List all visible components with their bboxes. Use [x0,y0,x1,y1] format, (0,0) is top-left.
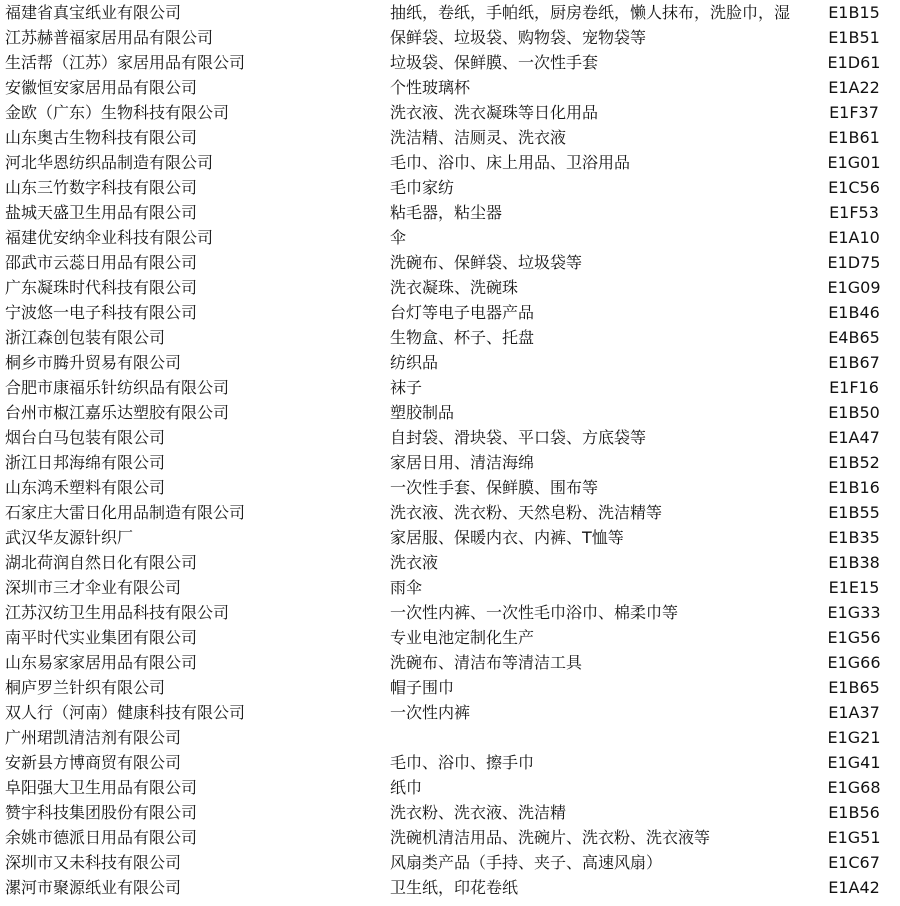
booth-number-cell: E1A37 [828,703,880,722]
company-name-cell: 深圳市又未科技有限公司 [5,853,182,872]
table-row [0,200,900,225]
products-cell: 纸巾 [390,778,423,797]
table-row [0,750,900,775]
company-name-cell: 山东易家家居用品有限公司 [5,653,198,672]
company-name-cell: 石家庄大雷日化用品制造有限公司 [5,503,246,522]
company-name-cell: 湖北荷润自然日化有限公司 [5,553,198,572]
table-row [0,375,900,400]
table-row [0,875,900,900]
booth-number-cell: E1C67 [828,853,880,872]
products-cell [390,725,813,750]
company-name-cell: 合肥市康福乐针纺织品有限公司 [5,378,230,397]
table-row [0,650,900,675]
company-name-cell: 邵武市云蕊日用品有限公司 [5,253,198,272]
table-row [0,350,900,375]
products-cell: 一次性手套、保鲜膜、围布等 [390,478,599,497]
booth-number-cell: E1B61 [828,128,880,147]
booth-number-cell: E1G41 [827,753,881,772]
company-name-cell: 台州市椒江嘉乐达塑胶有限公司 [5,403,230,422]
products-cell: 洗衣凝珠、洗碗珠 [390,278,519,297]
table-row [0,700,900,725]
booth-number-cell: E1G66 [827,653,881,672]
table-row [0,600,900,625]
booth-number-cell: E1E15 [828,578,880,597]
company-name-cell: 广州珺凯清洁剂有限公司 [5,728,182,747]
products-cell: 洗衣液、洗衣粉、天然皂粉、洗洁精等 [390,503,663,522]
table-row [0,825,900,850]
company-name-cell: 安徽恒安家居用品有限公司 [5,78,198,97]
company-name-cell: 余姚市德派日用品有限公司 [5,828,198,847]
booth-number-cell: E1G01 [827,153,881,172]
booth-number-cell: E1G56 [827,628,881,647]
company-name-cell: 阜阳强大卫生用品有限公司 [5,778,198,797]
products-cell: 粘毛器，粘尘器 [390,203,503,222]
booth-number-cell: E4B65 [828,328,880,347]
company-name-cell: 桐庐罗兰针织有限公司 [5,678,166,697]
company-name-cell: 广东凝珠时代科技有限公司 [5,278,198,297]
products-cell: 洗洁精、洁厕灵、洗衣液 [390,128,567,147]
table-row [0,100,900,125]
booth-number-cell: E1B38 [828,553,880,572]
company-name-cell: 桐乡市腾升贸易有限公司 [5,353,182,372]
products-cell: 台灯等电子电器产品 [390,303,535,322]
table-row [0,0,900,25]
booth-number-cell: E1B55 [828,503,880,522]
products-cell: 洗碗布、保鲜袋、垃圾袋等 [390,253,583,272]
booth-number-cell: E1A47 [828,428,880,447]
booth-number-cell: E1D61 [827,53,881,72]
company-name-cell: 盐城天盛卫生用品有限公司 [5,203,198,222]
products-cell: 毛巾、浴巾、床上用品、卫浴用品 [390,153,631,172]
products-cell: 生物盒、杯子、托盘 [390,328,535,347]
table-row [0,500,900,525]
company-name-cell: 福建省真宝纸业有限公司 [5,3,182,22]
products-cell: 毛巾、浴巾、擦手巾 [390,753,535,772]
products-cell: 袜子 [390,378,423,397]
table-row [0,250,900,275]
products-cell: 帽子围巾 [390,678,455,697]
table-row [0,850,900,875]
booth-number-cell: E1B51 [828,28,880,47]
products-cell: 家居服、保暖内衣、内裤、T恤等 [390,528,624,547]
booth-number-cell: E1A42 [828,878,880,897]
table-row [0,625,900,650]
booth-number-cell: E1B67 [828,353,880,372]
booth-number-cell: E1A10 [828,228,880,247]
company-name-cell: 山东鸿禾塑料有限公司 [5,478,166,497]
company-name-cell: 河北华恩纺织品制造有限公司 [5,153,214,172]
products-cell: 洗碗机清洁用品、洗碗片、洗衣粉、洗衣液等 [390,828,711,847]
booth-number-cell: E1B35 [828,528,880,547]
products-cell: 洗衣粉、洗衣液、洗洁精 [390,803,567,822]
products-cell: 伞 [390,228,407,247]
booth-number-cell: E1D75 [827,253,881,272]
booth-number-cell: E1F53 [829,203,879,222]
company-name-cell: 江苏汉纺卫生用品科技有限公司 [5,603,230,622]
booth-number-cell: E1A22 [828,78,880,97]
products-cell: 个性玻璃杯 [390,78,471,97]
products-cell: 洗衣液 [390,553,439,572]
products-cell: 风扇类产品（手持、夹子、高速风扇） [390,853,663,872]
company-name-cell: 金欧（广东）生物科技有限公司 [5,103,230,122]
table-row [0,725,900,750]
booth-number-cell: E1B46 [828,303,880,322]
products-cell: 专业电池定制化生产 [390,628,535,647]
booth-number-cell: E1C56 [828,178,880,197]
table-row [0,425,900,450]
products-cell: 一次性内裤 [390,703,471,722]
company-name-cell: 武汉华友源针织厂 [5,528,134,547]
table-row [0,225,900,250]
company-name-cell: 南平时代实业集团有限公司 [5,628,198,647]
table-row [0,25,900,50]
company-name-cell: 深圳市三才伞业有限公司 [5,578,182,597]
products-cell: 自封袋、滑块袋、平口袋、方底袋等 [390,428,647,447]
products-cell: 保鲜袋、垃圾袋、购物袋、宠物袋等 [390,28,647,47]
booth-number-cell: E1F16 [829,378,879,397]
booth-number-cell: E1G68 [827,778,881,797]
company-name-cell: 安新县方博商贸有限公司 [5,753,182,772]
table-row [0,400,900,425]
booth-number-cell: E1G51 [827,828,881,847]
booth-number-cell: E1B65 [828,678,880,697]
booth-number-cell: E1B50 [828,403,880,422]
table-row [0,525,900,550]
company-name-cell: 烟台白马包装有限公司 [5,428,166,447]
products-cell: 雨伞 [390,578,423,597]
company-name-cell: 生活帮（江苏）家居用品有限公司 [5,53,246,72]
products-cell: 洗衣液、洗衣凝珠等日化用品 [390,103,599,122]
booth-number-cell: E1B56 [828,803,880,822]
company-name-cell: 山东奥古生物科技有限公司 [5,128,198,147]
company-name-cell: 山东三竹数字科技有限公司 [5,178,198,197]
table-row [0,450,900,475]
company-name-cell: 江苏赫普福家居用品有限公司 [5,28,214,47]
table-row [0,125,900,150]
table-row [0,550,900,575]
products-cell: 纺织品 [390,353,439,372]
booth-number-cell: E1F37 [829,103,879,122]
booth-number-cell: E1B15 [828,3,880,22]
products-cell: 卫生纸，印花卷纸 [390,878,519,897]
table-row [0,275,900,300]
company-name-cell: 福建优安纳伞业科技有限公司 [5,228,214,247]
company-name-cell: 赞宇科技集团股份有限公司 [5,803,198,822]
table-row [0,475,900,500]
booth-number-cell: E1G21 [827,728,881,747]
booth-number-cell: E1G09 [827,278,881,297]
products-cell: 毛巾家纺 [390,178,455,197]
products-cell: 垃圾袋、保鲜膜、一次性手套 [390,53,599,72]
table-row [0,575,900,600]
products-cell: 家居日用、清洁海绵 [390,453,535,472]
products-cell: 塑胶制品 [390,403,455,422]
table-row [0,75,900,100]
table-row [0,300,900,325]
table-row [0,775,900,800]
table-row [0,150,900,175]
table-row [0,50,900,75]
products-cell: 抽纸，卷纸，手帕纸，厨房卷纸，懒人抹布，洗脸巾，湿 [390,3,791,22]
company-name-cell: 双人行（河南）健康科技有限公司 [5,703,246,722]
table-row [0,675,900,700]
products-cell: 洗碗布、清洁布等清洁工具 [390,653,583,672]
company-name-cell: 浙江日邦海绵有限公司 [5,453,166,472]
booth-number-cell: E1G33 [827,603,881,622]
products-cell: 一次性内裤、一次性毛巾浴巾、棉柔巾等 [390,603,679,622]
company-name-cell: 浙江森创包装有限公司 [5,328,166,347]
table-row [0,325,900,350]
booth-number-cell: E1B16 [828,478,880,497]
company-name-cell: 宁波悠一电子科技有限公司 [5,303,198,322]
company-name-cell: 漯河市聚源纸业有限公司 [5,878,182,897]
table-row [0,175,900,200]
table-row [0,800,900,825]
booth-number-cell: E1B52 [828,453,880,472]
